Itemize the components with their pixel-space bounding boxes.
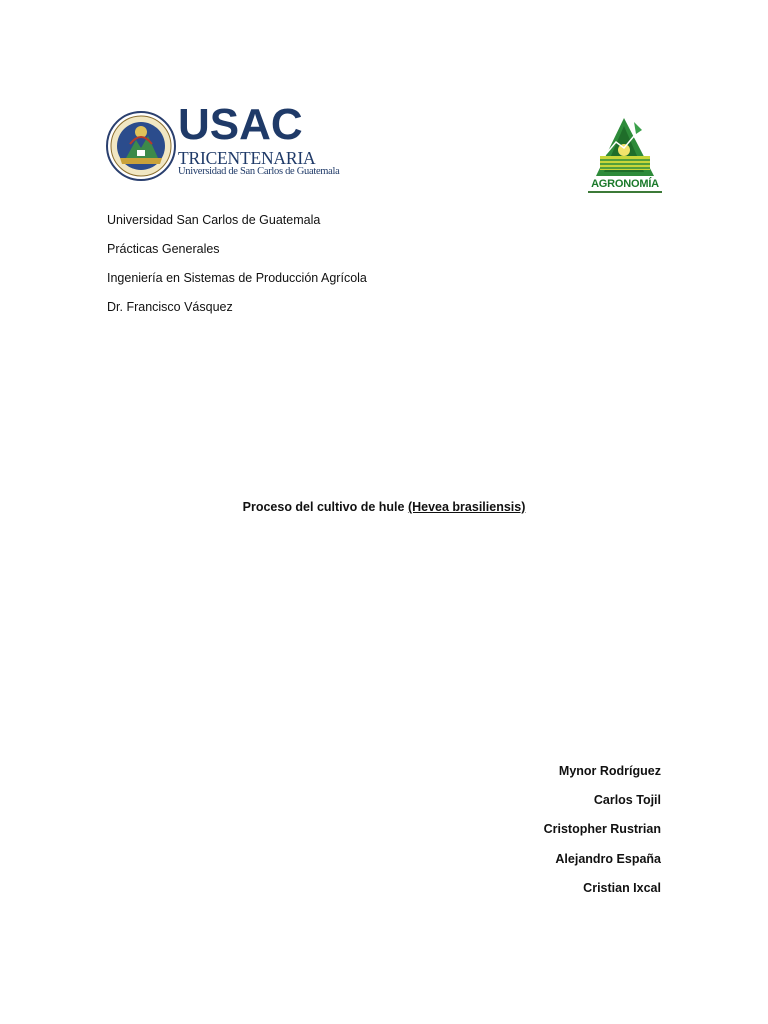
usac-wordmark: USAC <box>178 100 303 149</box>
title-text: Proceso del cultivo de hule <box>242 500 408 514</box>
program-line: Ingeniería en Sistemas de Producción Agrícola <box>107 271 367 285</box>
scientific-name: (Hevea brasiliensis) <box>407 500 526 514</box>
agronomia-emblem-icon <box>586 116 664 178</box>
usac-tricentenaria: TRICENTENARIA <box>178 148 316 168</box>
agronomia-wordmark: AGRONOMÍA <box>591 178 659 190</box>
professor-line: Dr. Francisco Vásquez <box>107 300 233 314</box>
author-name: Cristian Ixcal <box>583 880 661 895</box>
course-line: Prácticas Generales <box>107 242 220 256</box>
usac-university-name: Universidad de San Carlos de Guatemala <box>178 166 340 177</box>
usac-logo <box>106 100 340 184</box>
author-name: Alejandro España <box>555 851 661 866</box>
document-title <box>0 498 768 516</box>
author-list <box>544 757 661 903</box>
author-name: Cristopher Rustrian <box>543 822 661 837</box>
author-name: Mynor Rodríguez <box>558 764 661 778</box>
usac-seal-icon <box>106 110 176 182</box>
header-info <box>107 206 367 322</box>
university-line: Universidad San Carlos de Guatemala <box>107 213 321 227</box>
author-name: Carlos Tojil <box>593 793 661 808</box>
agronomia-underline <box>588 191 662 193</box>
agronomia-logo <box>586 116 664 198</box>
